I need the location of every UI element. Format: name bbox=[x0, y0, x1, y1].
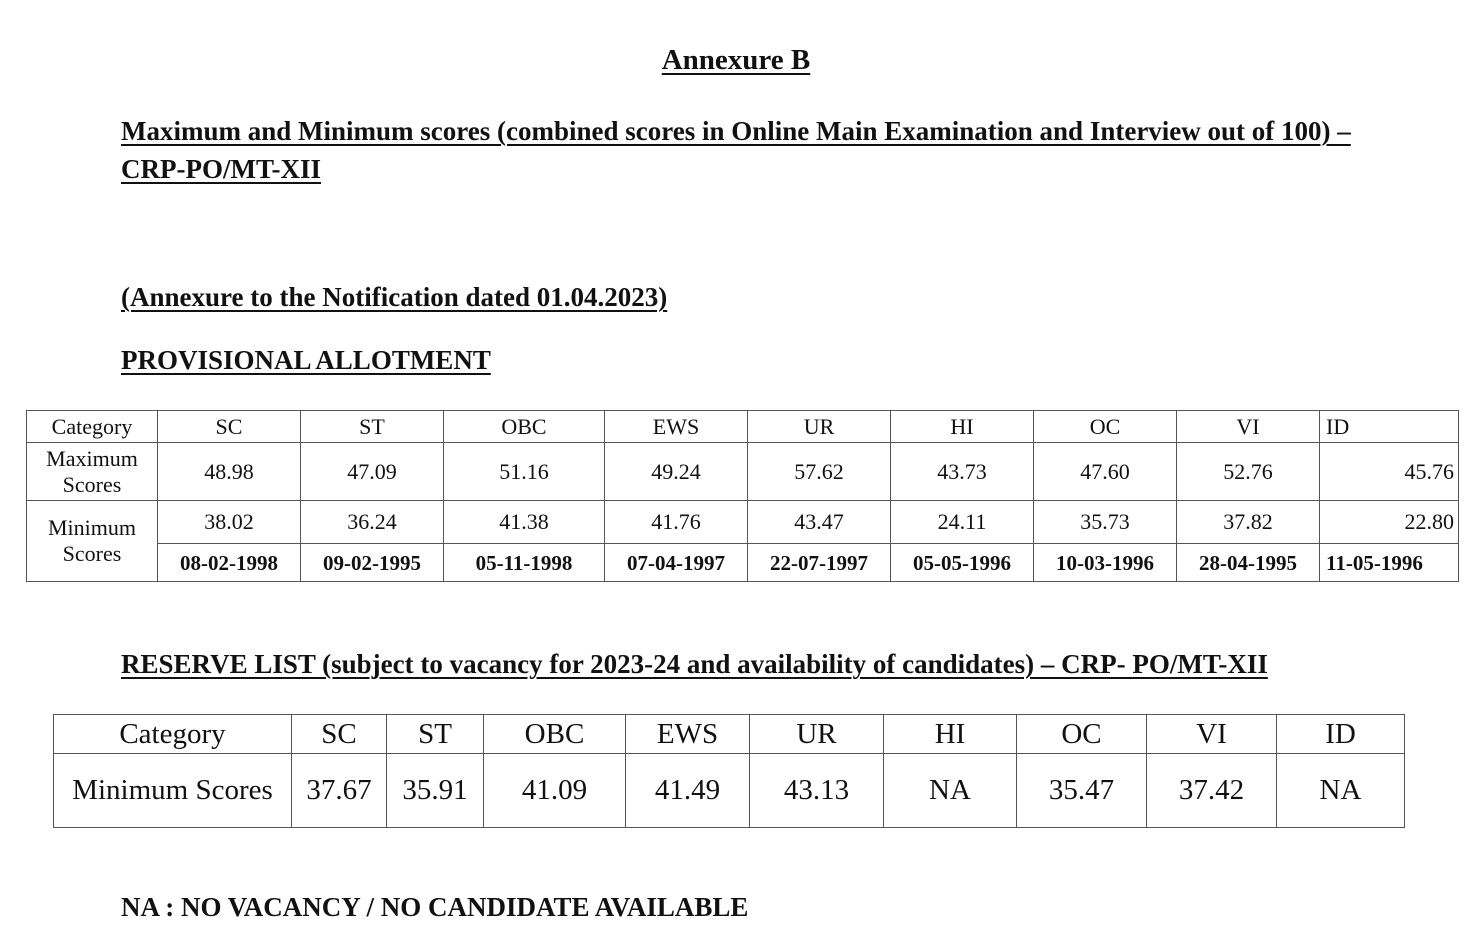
provisional-allotment-table-wrapper bbox=[26, 410, 1454, 585]
minimum-score-cell: 41.76 bbox=[605, 501, 748, 544]
na-footnote: NA : NO VACANCY / NO CANDIDATE AVAILABLE bbox=[121, 892, 749, 922]
date-cell: 08-02-1998 bbox=[158, 544, 301, 582]
provisional-allotment-table bbox=[26, 410, 1459, 582]
date-cell: 10-03-1996 bbox=[1034, 544, 1177, 582]
minimum-score-cell: 36.24 bbox=[301, 501, 444, 544]
category-header: OC bbox=[1034, 411, 1177, 443]
date-cell: 22-07-1997 bbox=[748, 544, 891, 582]
category-header: VI bbox=[1177, 411, 1320, 443]
provisional-allotment-heading: PROVISIONAL ALLOTMENT bbox=[121, 345, 491, 375]
maximum-score-cell: 47.60 bbox=[1034, 443, 1177, 501]
category-header: OBC bbox=[444, 411, 605, 443]
minimum-score-cell: 43.13 bbox=[750, 754, 884, 828]
table-row bbox=[27, 501, 1459, 544]
category-header: SC bbox=[292, 715, 387, 754]
maximum-score-cell: 57.62 bbox=[748, 443, 891, 501]
minimum-score-cell: 43.47 bbox=[748, 501, 891, 544]
minimum-score-cell: NA bbox=[884, 754, 1017, 828]
category-header: VI bbox=[1147, 715, 1277, 754]
minimum-score-cell: 35.47 bbox=[1017, 754, 1147, 828]
maximum-scores-label: Maximum Scores bbox=[27, 443, 158, 501]
minimum-score-cell: 37.42 bbox=[1147, 754, 1277, 828]
table-row bbox=[27, 411, 1459, 443]
category-label: Category bbox=[54, 715, 292, 754]
reserve-list-heading: RESERVE LIST (subject to vacancy for 2023-24 and availability of candidates) – CRP- PO/MT-XII bbox=[121, 649, 1268, 679]
date-cell: 05-05-1996 bbox=[891, 544, 1034, 582]
category-header: OC bbox=[1017, 715, 1147, 754]
table-row bbox=[54, 715, 1405, 754]
date-cell: 09-02-1995 bbox=[301, 544, 444, 582]
table-row bbox=[27, 443, 1459, 501]
date-cell: 05-11-1998 bbox=[444, 544, 605, 582]
maximum-score-cell: 49.24 bbox=[605, 443, 748, 501]
minimum-score-cell: 41.09 bbox=[484, 754, 626, 828]
maximum-score-cell: 45.76 bbox=[1320, 443, 1459, 501]
category-header: HI bbox=[891, 411, 1034, 443]
minimum-score-cell: 22.80 bbox=[1320, 501, 1459, 544]
table-row bbox=[27, 544, 1459, 582]
reserve-list-table bbox=[53, 714, 1405, 828]
minimum-score-cell: 35.91 bbox=[387, 754, 484, 828]
category-header: UR bbox=[748, 411, 891, 443]
main-heading: Maximum and Minimum scores (combined scores in Online Main Examination and Interview out of 100) – CRP-PO/MT-XII bbox=[121, 116, 1351, 184]
minimum-score-cell: 24.11 bbox=[891, 501, 1034, 544]
annexure-notification-note: (Annexure to the Notification dated 01.04.2023) bbox=[121, 282, 668, 312]
minimum-score-cell: 37.67 bbox=[292, 754, 387, 828]
maximum-score-cell: 47.09 bbox=[301, 443, 444, 501]
minimum-score-cell: 41.38 bbox=[444, 501, 605, 544]
category-header: ID bbox=[1320, 411, 1459, 443]
reserve-list-table-wrapper bbox=[53, 714, 1405, 828]
category-header: EWS bbox=[626, 715, 750, 754]
maximum-score-cell: 51.16 bbox=[444, 443, 605, 501]
minimum-score-cell: 35.73 bbox=[1034, 501, 1177, 544]
category-header: HI bbox=[884, 715, 1017, 754]
minimum-score-cell: NA bbox=[1277, 754, 1405, 828]
maximum-score-cell: 48.98 bbox=[158, 443, 301, 501]
maximum-score-cell: 43.73 bbox=[891, 443, 1034, 501]
minimum-score-cell: 41.49 bbox=[626, 754, 750, 828]
minimum-score-cell: 37.82 bbox=[1177, 501, 1320, 544]
category-header: EWS bbox=[605, 411, 748, 443]
minimum-scores-label: Minimum Scores bbox=[27, 501, 158, 582]
category-header: OBC bbox=[484, 715, 626, 754]
date-cell: 11-05-1996 bbox=[1320, 544, 1459, 582]
category-header: ID bbox=[1277, 715, 1405, 754]
category-label: Category bbox=[27, 411, 158, 443]
category-header: ST bbox=[387, 715, 484, 754]
maximum-score-cell: 52.76 bbox=[1177, 443, 1320, 501]
minimum-scores-label: Minimum Scores bbox=[54, 754, 292, 828]
category-header: ST bbox=[301, 411, 444, 443]
annexure-title: Annexure B bbox=[661, 44, 811, 76]
table-row bbox=[54, 754, 1405, 828]
category-header: SC bbox=[158, 411, 301, 443]
date-cell: 28-04-1995 bbox=[1177, 544, 1320, 582]
minimum-score-cell: 38.02 bbox=[158, 501, 301, 544]
category-header: UR bbox=[750, 715, 884, 754]
date-cell: 07-04-1997 bbox=[605, 544, 748, 582]
